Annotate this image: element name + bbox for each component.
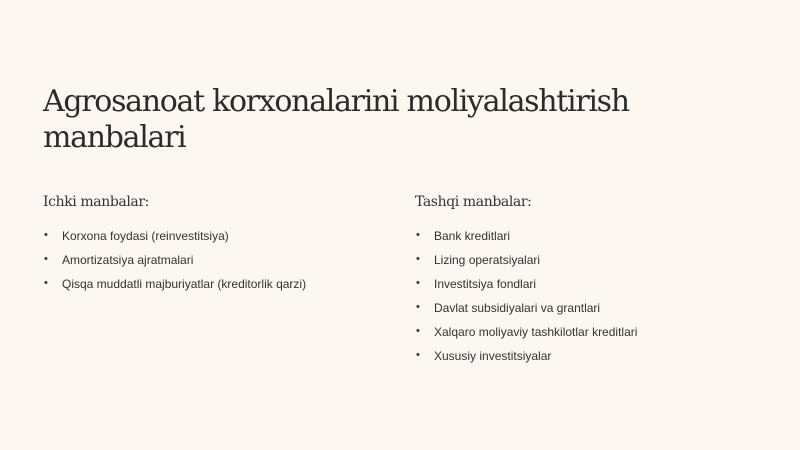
internal-sources-column xyxy=(43,192,383,298)
bullet-icon: • xyxy=(44,253,48,265)
list-item xyxy=(415,298,775,322)
internal-sources-heading: Ichki manbalar: xyxy=(43,194,149,210)
list-item xyxy=(415,250,775,274)
bullet-icon: • xyxy=(416,349,420,361)
list-item-text: Korxona foydasi (reinvestitsiya) xyxy=(62,229,229,243)
list-item xyxy=(43,250,383,274)
bullet-icon: • xyxy=(416,253,420,265)
list-item-text: Investitsiya fondlari xyxy=(434,277,537,291)
list-item-text: Lizing operatsiyalari xyxy=(434,253,541,267)
list-item xyxy=(415,226,775,250)
bullet-icon: • xyxy=(44,229,48,241)
bullet-icon: • xyxy=(416,229,420,241)
external-sources-column xyxy=(415,192,775,370)
list-item xyxy=(43,274,383,298)
bullet-icon: • xyxy=(416,277,420,289)
list-item xyxy=(415,322,775,346)
list-item-text: Amortizatsiya ajratmalari xyxy=(62,253,194,267)
list-item-text: Xalqaro moliyaviy tashkilotlar kreditlari xyxy=(434,325,638,339)
internal-sources-list xyxy=(43,226,383,298)
list-item-text: Bank kreditlari xyxy=(434,229,511,243)
bullet-icon: • xyxy=(416,301,420,313)
bullet-icon: • xyxy=(416,325,420,337)
list-item xyxy=(43,226,383,250)
slide-title: Agrosanoat korxonalarini moliyalashtirish manbalari xyxy=(43,84,629,155)
external-sources-list xyxy=(415,226,775,370)
bullet-icon: • xyxy=(44,277,48,289)
list-item-text: Davlat subsidiyalari va grantlari xyxy=(434,301,601,315)
list-item-text: Xususiy investitsiyalar xyxy=(434,349,552,363)
list-item-text: Qisqa muddatli majburiyatlar (kreditorlik qarzi) xyxy=(62,277,307,291)
list-item xyxy=(415,274,775,298)
list-item xyxy=(415,346,775,370)
external-sources-heading: Tashqi manbalar: xyxy=(415,194,532,210)
